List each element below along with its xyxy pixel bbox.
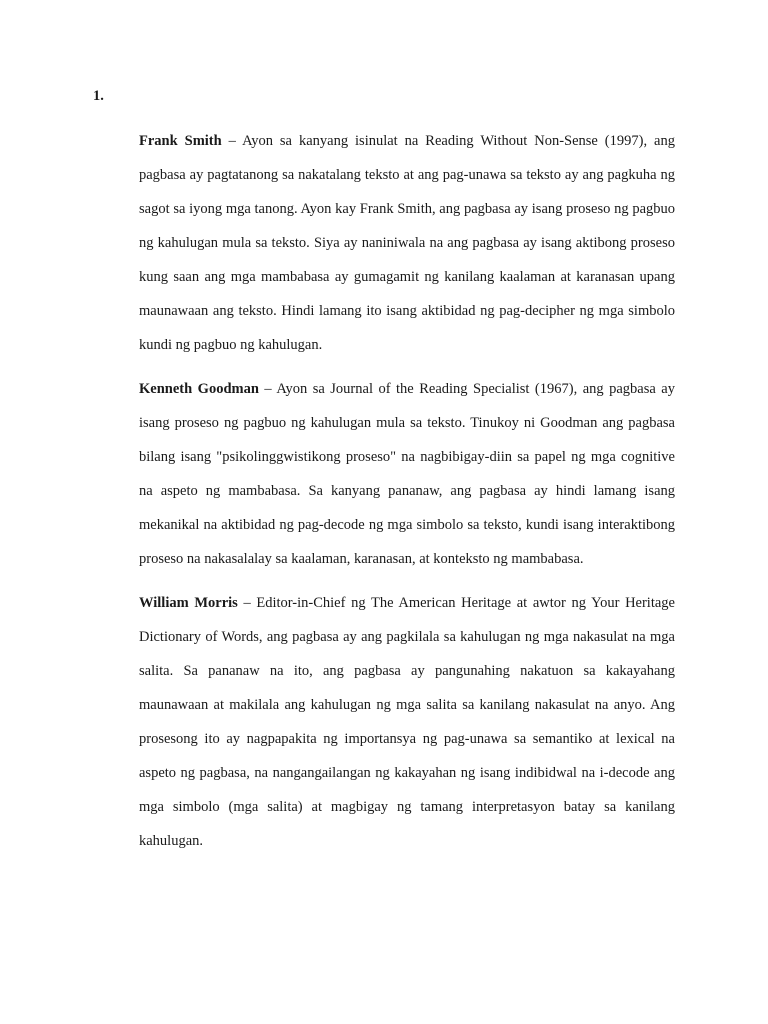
definition-text: – Editor-in-Chief ng The American Heritage at awtor ng Your Heritage Dictionary of Words, ang pagbasa ay ang pagkilala sa kahulugan ng mga nakasulat na mga salita. Sa pananaw na ito, ang pagbasa ay pangunahing nakatuon sa kakayahang maunawaan at makilala ang kahulugan ng mga salita sa kanilang nakasulat na anyo. Ang prosesong ito ay nagpapakita ng importansya ng pag-unawa sa semantiko at lexical na aspeto ng pagbasa, na nangangailangan ng kakayahan ng isang indibidwal na i-decode ang mga simbolo (mga salita) at magbigay ng tamang interpretasyon batay sa kanilang kahulugan.: [139, 595, 675, 849]
definition-entry-william-morris: [139, 586, 675, 858]
author-name: William Morris: [139, 595, 238, 611]
author-name: Frank Smith: [139, 133, 222, 149]
definition-entry-frank-smith: [139, 124, 675, 362]
definition-entry-kenneth-goodman: [139, 372, 675, 576]
author-name: Kenneth Goodman: [139, 381, 259, 397]
definition-text: – Ayon sa Journal of the Reading Specialist (1967), ang pagbasa ay isang proseso ng pagbuo ng kahulugan mula sa teksto. Tinukoy ni Goodman ang pagbasa bilang isang "psikolinggwistikong proseso" na nagbibigay-diin sa papel ng mga cognitive na aspeto ng mambabasa. Sa kanyang pananaw, ang pagbasa ay hindi lamang isang mekanikal na aktibidad ng pag-decode ng mga simbolo sa teksto, kundi isang interaktibong proseso na nakasalalay sa kaalaman, karanasan, at konteksto ng mambabasa.: [139, 381, 675, 567]
definition-list: [139, 124, 675, 868]
item-number: 1.: [93, 88, 104, 104]
definition-text: – Ayon sa kanyang isinulat na Reading Without Non-Sense (1997), ang pagbasa ay pagtatanong sa nakatalang teksto at ang pag-unawa sa teksto ay ang pagkuha ng sagot sa iyong mga tanong. Ayon kay Frank Smith, ang pagbasa ay isang proseso ng pagbuo ng kahulugan mula sa teksto. Siya ay naniniwala na ang pagbasa ay isang aktibong proseso kung saan ang mga mambabasa ay gumagamit ng kanilang kaalaman at karanasan upang maunawaan ang teksto. Hindi lamang ito isang aktibidad ng pag-decipher ng mga simbolo kundi ng pagbuo ng kahulugan.: [139, 133, 675, 353]
